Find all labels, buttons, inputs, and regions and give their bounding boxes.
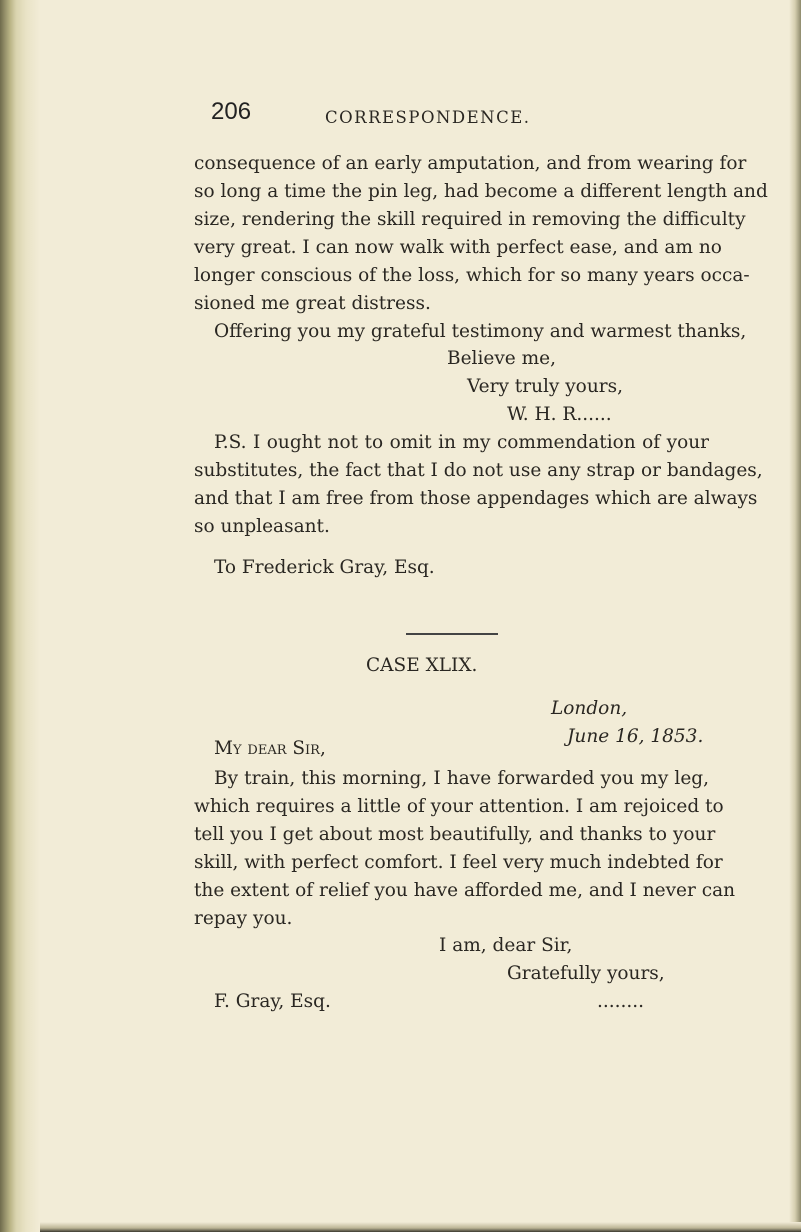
letter1-line: longer conscious of the loss, which for so many years occa- [194,265,750,286]
ps-line: P.S. I ought not to omit in my commendation of your [214,432,709,453]
ps-line: so unpleasant. [194,516,330,537]
case-closing-2: Gratefully yours, [507,963,665,984]
letter1-line: very great. I can now walk with perfect ease, and am no [194,237,722,258]
running-head: CORRESPONDENCE. [325,108,531,127]
page-number: 206 [211,98,252,125]
letter1-signature: W. H. R...... [507,404,612,425]
letter1-line: so long a time the pin leg, had become a different length and [194,181,768,202]
page-edge-bottom [40,1222,801,1232]
case-line: By train, this morning, I have forwarded you my leg, [214,768,709,789]
letter1-closing: Believe me, [447,348,556,369]
letter1-closing-2: Very truly yours, [467,376,623,397]
page-edge-right [789,0,801,1232]
letter1-addressee: To Frederick Gray, Esq. [214,557,435,578]
case-closing: I am, dear Sir, [439,935,573,956]
book-spine-shadow [0,0,40,1232]
case-date: June 16, 1853. [567,726,704,747]
case-line: the extent of relief you have afforded me, and I never can [194,880,736,901]
case-signature: ........ [597,991,645,1012]
case-place: London, [551,698,628,719]
case-line: which requires a little of your attention. I am rejoiced to [194,796,724,817]
case-line: tell you I get about most beautifully, and thanks to your [194,824,716,845]
section-divider [406,633,498,635]
letter1-line: size, rendering the skill required in removing the difficulty [194,209,746,230]
letter1-line: consequence of an early amputation, and from wearing for [194,153,747,174]
ps-line: substitutes, the fact that I do not use any strap or bandages, [194,460,763,481]
case-salutation: My dear Sir, [214,738,326,759]
ps-line: and that I am free from those appendages which are always [194,488,758,509]
case-title: CASE XLIX. [366,655,478,676]
case-line: repay you. [194,908,293,929]
letter1-line: sioned me great distress. [194,293,431,314]
case-line: skill, with perfect comfort. I feel very much indebted for [194,852,723,873]
case-addressee: F. Gray, Esq. [214,991,331,1012]
letter1-offering: Offering you my grateful testimony and warmest thanks, [214,321,747,342]
